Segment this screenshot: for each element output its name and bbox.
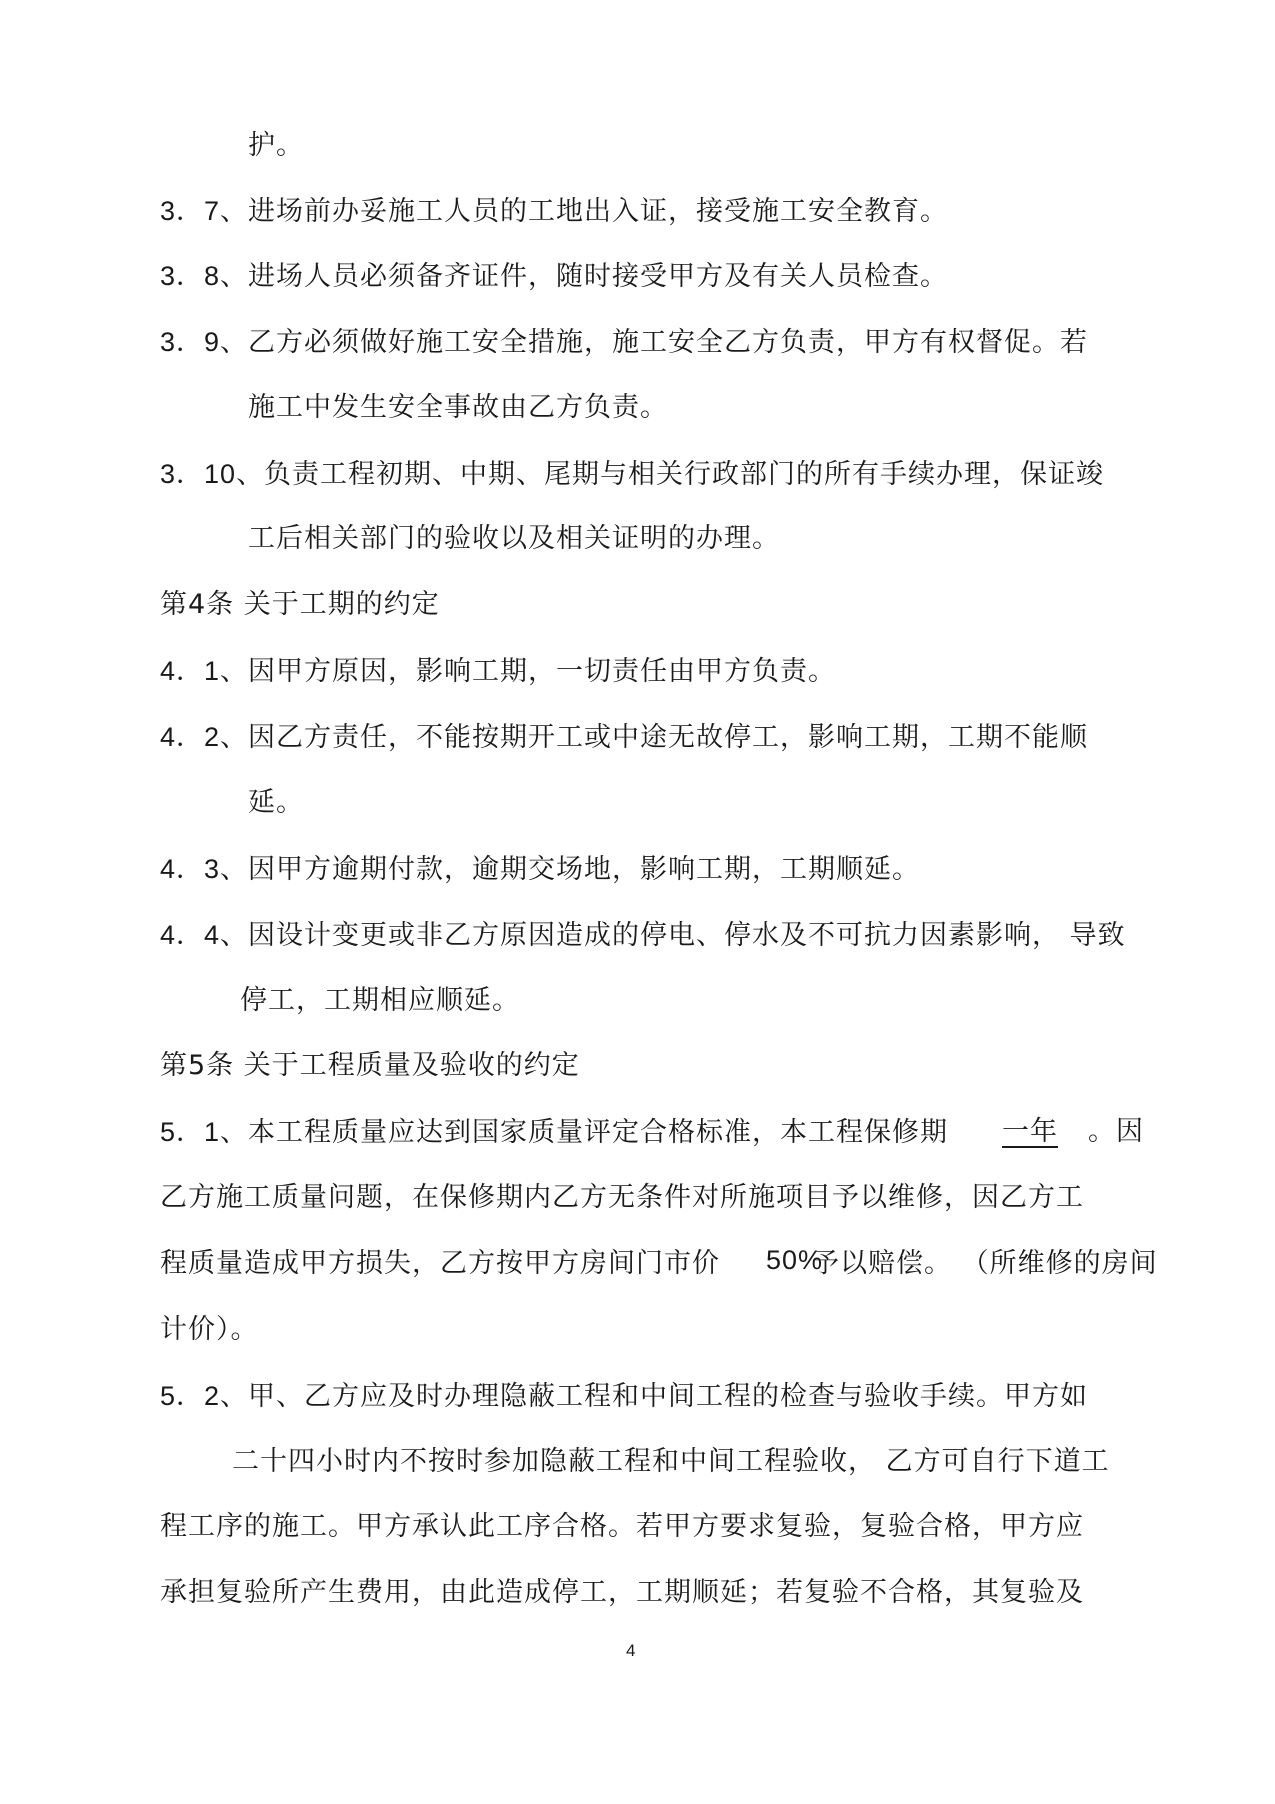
text-line (160, 1509, 1084, 1545)
clause-4-2 (160, 719, 1088, 756)
text-line (248, 785, 304, 821)
clause-3-9 (160, 324, 1088, 361)
clause-number: 3．7 (160, 196, 221, 226)
line-text: 予以赔偿。 （所维修的房间 (812, 1248, 1158, 1279)
warranty-period: 一年 (1002, 1116, 1058, 1147)
clause-text: 、因甲方原因，影响工期，一切责任由甲方负责。 (220, 656, 837, 687)
line-text: 乙方施工质量问题，在保修期内乙方无条件对所施项目予以维修，因乙方工 (160, 1182, 1084, 1213)
line-text: 停工，工期相应顺延。 (240, 985, 520, 1016)
clause-number: 4．2 (160, 722, 221, 752)
article-4-heading (160, 587, 440, 623)
clause-number: 3．8 (160, 261, 221, 291)
clause-4-1 (160, 653, 836, 690)
line-text: 。因 (1088, 1116, 1144, 1147)
clause-text: 、负责工程初期、中期、尾期与相关行政部门的所有手续办理，保证竣 (236, 459, 1105, 490)
clause-text: 、本工程质量应达到国家质量评定合格标准，本工程保修期 (220, 1117, 949, 1148)
article-5-heading (160, 1048, 580, 1084)
text-line (160, 1575, 1084, 1611)
article-heading: 第5条 关于工程质量及验收的约定 (160, 1050, 580, 1081)
clause-3-8 (160, 258, 948, 295)
clause-number: 4．3 (160, 854, 221, 884)
clause-text: 、甲、乙方应及时办理隐蔽工程和中间工程的检查与验收手续。甲方如 (220, 1381, 1089, 1412)
text-line (248, 390, 668, 426)
clause-number: 4．1 (160, 656, 221, 686)
clause-3-7 (160, 193, 948, 230)
line-text: 延。 (248, 787, 304, 818)
text-line (160, 1180, 1084, 1216)
clause-text: 、乙方必须做好施工安全措施，施工安全乙方负责，甲方有权督促。若 (220, 327, 1089, 358)
text-line (160, 1246, 720, 1282)
clause-number: 5．2 (160, 1381, 221, 1411)
clause-3-10 (160, 456, 1104, 493)
text-line (812, 1246, 1158, 1282)
clause-text: 、进场人员必须备齐证件，随时接受甲方及有关人员检查。 (220, 261, 949, 292)
text-line (1088, 1114, 1144, 1150)
clause-text: 、进场前办妥施工人员的工地出入证，接受施工安全教育。 (220, 196, 949, 227)
compensation-rate-value: 50% (766, 1245, 824, 1275)
text-line (248, 521, 780, 557)
line-text: 计价）。 (160, 1314, 259, 1345)
text-line (240, 983, 520, 1019)
clause-text: 、因乙方责任，不能按期开工或中途无故停工，影响工期，工期不能顺 (220, 722, 1089, 753)
clause-text: 、因甲方逾期付款，逾期交场地，影响工期，工期顺延。 (220, 854, 921, 885)
line-text: 承担复验所产生费用，由此造成停工，工期顺延；若复验不合格，其复验及 (160, 1577, 1084, 1608)
page-number: 4 (626, 1641, 636, 1660)
text-line (232, 1444, 1110, 1480)
clause-number: 4．4 (160, 920, 221, 950)
text-line (248, 128, 304, 164)
clause-4-3 (160, 851, 920, 888)
clause-5-1 (160, 1114, 948, 1151)
clause-number: 3．9 (160, 327, 221, 357)
line-text: 护。 (248, 130, 304, 161)
line-text: 工后相关部门的验收以及相关证明的办理。 (248, 523, 780, 554)
line-text: 程工序的施工。甲方承认此工序合格。若甲方要求复验，复验合格，甲方应 (160, 1511, 1084, 1542)
clause-number: 5．1 (160, 1117, 221, 1147)
clause-5-2 (160, 1378, 1088, 1415)
line-text: 施工中发生安全事故由乙方负责。 (248, 392, 668, 423)
text-line (160, 1312, 259, 1348)
warranty-period-field (1002, 1114, 1058, 1150)
line-text: 二十四小时内不按时参加隐蔽工程和中间工程验收， 乙方可自行下道工 (232, 1446, 1110, 1477)
clause-number: 3．10 (160, 459, 237, 489)
article-heading: 第4条 关于工期的约定 (160, 589, 440, 620)
line-text: 程质量造成甲方损失，乙方按甲方房间门市价 (160, 1248, 720, 1279)
clause-text: 、因设计变更或非乙方原因造成的停电、停水及不可抗力因素影响， 导致 (220, 920, 1126, 951)
clause-4-4 (160, 917, 1126, 954)
